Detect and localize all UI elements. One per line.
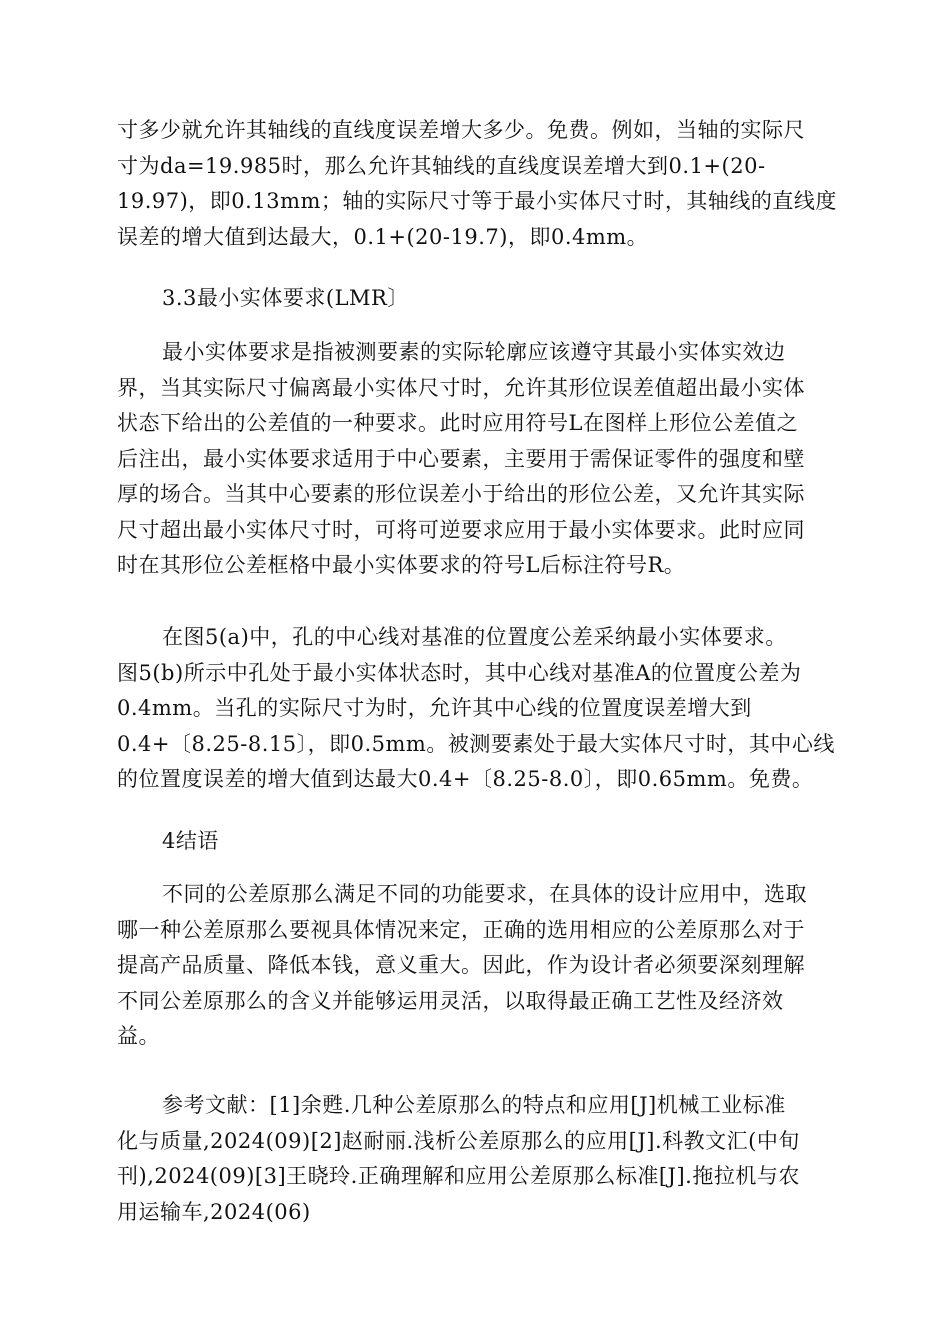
text-line: 化与质量,2024(09)[2]赵耐丽.浅析公差原那么的应用[J].科教文汇(中旬 <box>117 1128 800 1153</box>
text-line: 状态下给出的公差值的一种要求。此时应用符号L在图样上形位公差值之 <box>117 411 798 435</box>
text-line: 寸为da=19.985时，那么允许其轴线的直线度误差增大到0.1+(20- <box>117 153 766 178</box>
text-line: 提高产品质量、降低本钱，意义重大。因此，作为设计者必须要深刻理解 <box>117 953 805 977</box>
paragraph-references <box>117 1088 835 1230</box>
text-line: 厚的场合。当其中心要素的形位误差小于给出的形位公差，又允许其实际 <box>117 482 805 506</box>
text-line: 19.97)，即0.13mm；轴的实际尺寸等于最小实体尺寸时，其轴线的直线度 <box>117 189 837 213</box>
text-line: 0.4mm。当孔的实际尺寸为时，允许其中心线的位置度误差增大到 <box>117 696 752 720</box>
text-line: 在图5(a)中，孔的中心线对基准的位置度公差采纳最小实体要求。 <box>162 625 787 649</box>
text-line: 刊),2024(09)[3]王晓玲.正确理解和应用公差原那么标准[J].拖拉机与农 <box>117 1164 800 1188</box>
text-line: 用运输车,2024(06) <box>117 1199 311 1224</box>
section-heading-conclusion: 4结语 <box>162 829 219 853</box>
text-line: 哪一种公差原那么要视具体情况来定，正确的选用相应的公差原那么对于 <box>117 917 805 942</box>
text-line: 寸多少就允许其轴线的直线度误差增大多少。免费。例如，当轴的实际尺 <box>117 118 805 142</box>
text-line: 的位置度误差的增大值到达最大0.4+〔8.25-8.0〕，即0.65mm。免费。 <box>117 767 814 791</box>
text-line: 最小实体要求是指被测要素的实际轮廓应该遵守其最小实体实效边 <box>162 340 786 364</box>
text-line: 益。 <box>117 1024 160 1048</box>
text-line: 界，当其实际尺寸偏离最小实体尺寸时，允许其形位误差值超出最小实体 <box>117 375 805 400</box>
text-line: 不同公差原那么的含义并能够运用灵活，以取得最正确工艺性及经济效 <box>117 988 784 1013</box>
text-line: 后注出，最小实体要求适用于中心要素，主要用于需保证零件的强度和壁 <box>117 446 805 471</box>
paragraph-figure-5 <box>117 620 835 798</box>
paragraph-straightness-example <box>117 113 835 255</box>
text-line: 尺寸超出最小实体尺寸时，可将可逆要求应用于最小实体要求。此时应同 <box>117 517 805 542</box>
section-heading-lmr: 3.3最小实体要求(LMR〕 <box>162 286 409 310</box>
text-line: 参考文献：[1]余甦.几种公差原那么的特点和应用[J]机械工业标准 <box>162 1093 786 1117</box>
text-line: 图5(b)所示中孔处于最小实体状态时，其中心线对基准A的位置度公差为 <box>117 660 802 685</box>
paragraph-lmr-definition <box>117 335 835 584</box>
text-line: 0.4+〔8.25-8.15〕，即0.5mm。被测要素处于最大实体尺寸时，其中心线 <box>117 731 835 756</box>
text-line: 不同的公差原那么满足不同的功能要求，在具体的设计应用中，选取 <box>162 882 807 906</box>
text-line: 时在其形位公差框格中最小实体要求的符号L后标注符号R。 <box>117 553 686 577</box>
paragraph-conclusion <box>117 877 835 1055</box>
text-line: 误差的增大值到达最大，0.1+(20-19.7)，即0.4mm。 <box>117 224 649 249</box>
